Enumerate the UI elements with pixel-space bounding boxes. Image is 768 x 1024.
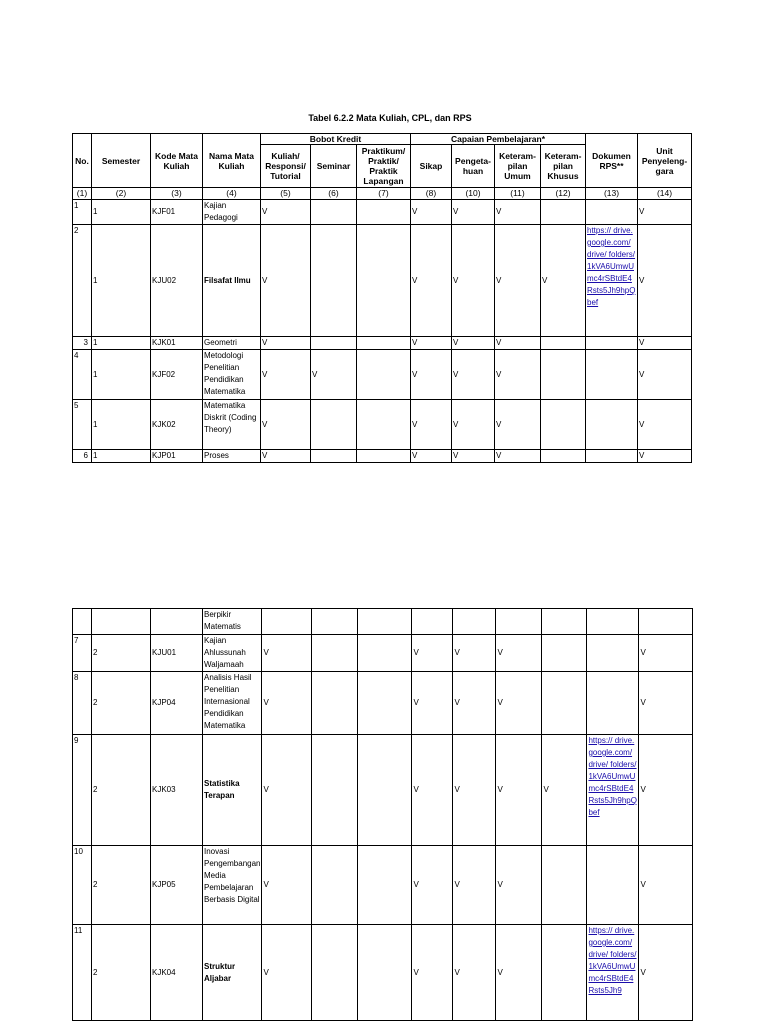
row-rps [587,846,639,925]
table-title: Tabel 6.2.2 Mata Kuliah, CPL, dan RPS [308,113,472,123]
col-number: (14) [638,188,692,200]
row-unit: V [639,635,693,672]
row-pengetahuan: V [452,200,495,225]
row-rps [587,672,639,735]
row-semester: 2 [92,846,151,925]
table-row [73,350,692,400]
row-unit: V [639,672,693,735]
table-row [73,925,693,1021]
row-pengetahuan: V [452,400,495,450]
row-semester: 1 [92,200,151,225]
row-ket-umum: V [495,350,541,400]
row-praktikum [357,200,411,225]
row-semester: 1 [92,350,151,400]
row-semester: 1 [92,225,151,337]
row-pengetahuan: V [453,846,496,925]
row-semester: 2 [92,735,151,846]
courses-table [72,133,692,463]
row-ket-umum [496,609,542,635]
row-rps [587,609,639,635]
row-rps [587,635,639,672]
row-nama: Kajian Pedagogi [203,200,261,225]
row-nama: Statistika Terapan [203,735,262,846]
row-sikap: V [411,350,452,400]
courses-table-continued [72,608,693,1021]
row-no: 11 [73,925,92,1021]
row-praktikum [357,337,411,350]
row-ket-khusus [542,672,587,735]
row-semester [92,609,151,635]
row-nama: Struktur Aljabar [203,925,262,1021]
row-pengetahuan: V [453,735,496,846]
rps-link[interactable]: https:// drive.google.com/ drive/ folders/ 1kVA6UmwUmc4rSBtdE4Rsts5Jh9 [588,926,637,995]
table-row [73,225,692,337]
row-no: 6 [73,450,92,463]
row-unit: V [639,735,693,846]
row-rps [586,400,638,450]
row-sikap [412,609,453,635]
row-pengetahuan: V [453,635,496,672]
header-dokumen: Dokumen RPS** [586,134,638,188]
col-number: (10) [452,188,495,200]
row-seminar [312,609,358,635]
header-nama: Nama Mata Kuliah [203,134,261,188]
table-row [73,846,693,925]
row-ket-khusus [542,635,587,672]
row-sikap: V [412,846,453,925]
row-nama: Analisis Hasil Penelitian Internasional Pendidikan Matematika [203,672,262,735]
row-kuliah: V [262,672,312,735]
row-pengetahuan: V [452,225,495,337]
row-sikap: V [412,735,453,846]
row-praktikum [358,846,412,925]
col-number: (7) [357,188,411,200]
row-kode: KJP01 [151,450,203,463]
row-kode: KJP04 [151,672,203,735]
row-ket-umum: V [495,225,541,337]
table-row [73,609,693,635]
row-kode: KJP05 [151,846,203,925]
row-nama: Metodologi Penelitian Pendidikan Matematika [203,350,261,400]
rps-link[interactable]: https:// drive.google.com/ drive/ folders/ 1kVA6UmwUmc4rSBtdE4Rsts5Jh9hpQbef [587,226,636,307]
col-number: (8) [411,188,452,200]
row-kode: KJU02 [151,225,203,337]
header-capaian: Capaian Pembelajaran* [411,134,586,145]
row-semester: 2 [92,925,151,1021]
table-row [73,450,692,463]
table-row [73,635,693,672]
row-pengetahuan: V [452,450,495,463]
row-ket-umum: V [495,200,541,225]
row-kode: KJK04 [151,925,203,1021]
row-pengetahuan: V [453,925,496,1021]
row-praktikum [358,609,412,635]
header-bobot: Bobot Kredit [261,134,411,145]
row-kuliah: V [262,635,312,672]
row-nama: Matematika Diskrit (Coding Theory) [203,400,261,450]
row-kuliah: V [261,400,311,450]
row-ket-umum: V [495,450,541,463]
row-sikap: V [411,400,452,450]
header-praktikum: Praktikum/ Praktik/ Praktik Lapangan [357,145,411,188]
row-no [73,609,92,635]
row-sikap: V [411,450,452,463]
row-semester: 1 [92,450,151,463]
row-unit: V [638,350,692,400]
col-number: (2) [92,188,151,200]
row-seminar [312,925,358,1021]
col-number: (4) [203,188,261,200]
row-ket-khusus: V [541,225,586,337]
row-sikap: V [411,200,452,225]
col-number: (1) [73,188,92,200]
row-rps[interactable] [586,225,638,337]
row-rps[interactable] [587,925,639,1021]
row-unit: V [638,337,692,350]
header-pengetahuan: Pengeta-huan [452,145,495,188]
row-nama: Proses [203,450,261,463]
col-number: (12) [541,188,586,200]
row-unit: V [638,225,692,337]
row-kuliah: V [262,846,312,925]
row-semester: 1 [92,400,151,450]
header-no: No. [73,134,92,188]
header-semester: Semester [92,134,151,188]
row-pengetahuan [453,609,496,635]
table-row [73,200,692,225]
rps-link[interactable]: https:// drive.google.com/ drive/ folders/ 1kVA6UmwUmc4rSBtdE4Rsts5Jh9hpQbef [588,736,637,817]
row-unit: V [639,846,693,925]
row-seminar [312,735,358,846]
header-ket-umum: Keteram-pilan Umum [495,145,541,188]
row-praktikum [358,672,412,735]
row-seminar [312,635,358,672]
row-kode: KJF02 [151,350,203,400]
table-row [73,735,693,846]
row-no: 8 [73,672,92,735]
row-seminar [311,200,357,225]
row-nama: Filsafat Ilmu [203,225,261,337]
row-no: 3 [73,337,92,350]
row-kode: KJK02 [151,400,203,450]
row-ket-khusus [542,609,587,635]
table-row [73,400,692,450]
row-unit: V [638,200,692,225]
row-nama: Inovasi Pengembangan Media Pembelajaran Berbasis Digital [203,846,262,925]
row-pengetahuan: V [452,350,495,400]
row-praktikum [357,450,411,463]
row-semester: 2 [92,635,151,672]
table-row [73,337,692,350]
row-kuliah: V [262,925,312,1021]
row-kuliah: V [262,735,312,846]
col-number: (6) [311,188,357,200]
row-ket-umum: V [496,672,542,735]
row-ket-khusus [541,400,586,450]
row-nama: Berpikir Matematis [203,609,262,635]
header-sikap: Sikap [411,145,452,188]
row-rps [586,450,638,463]
row-kode: KJF01 [151,200,203,225]
row-unit [639,609,693,635]
row-ket-khusus [541,350,586,400]
row-praktikum [358,925,412,1021]
row-sikap: V [412,925,453,1021]
row-rps[interactable] [587,735,639,846]
row-rps [586,200,638,225]
row-unit: V [638,400,692,450]
row-seminar [311,400,357,450]
row-ket-khusus [541,337,586,350]
row-no: 5 [73,400,92,450]
row-kuliah [262,609,312,635]
row-ket-umum: V [496,925,542,1021]
row-no: 2 [73,225,92,337]
row-sikap: V [412,672,453,735]
row-kode: KJK01 [151,337,203,350]
column-number-row [73,188,692,200]
row-ket-umum: V [496,846,542,925]
row-kuliah: V [261,200,311,225]
row-kuliah: V [261,225,311,337]
row-ket-khusus [541,450,586,463]
row-ket-khusus [542,925,587,1021]
row-ket-umum: V [495,337,541,350]
row-praktikum [357,400,411,450]
row-nama: Kajian Ahlussunah Waljamaah [203,635,262,672]
col-number: (11) [495,188,541,200]
table-row [73,672,693,735]
row-seminar [311,337,357,350]
row-ket-umum: V [496,635,542,672]
row-kode: KJU01 [151,635,203,672]
header-unit: Unit Penyeleng-gara [638,134,692,188]
row-seminar [311,450,357,463]
row-kuliah: V [261,350,311,400]
row-ket-khusus [541,200,586,225]
header-seminar: Seminar [311,145,357,188]
row-ket-umum: V [496,735,542,846]
row-semester: 2 [92,672,151,735]
row-unit: V [639,925,693,1021]
header-ket-khusus: Keteram-pilan Khusus [541,145,586,188]
row-seminar [311,225,357,337]
row-no: 7 [73,635,92,672]
col-number: (13) [586,188,638,200]
row-kode: KJK03 [151,735,203,846]
header-kode: Kode Mata Kuliah [151,134,203,188]
row-praktikum [357,225,411,337]
row-sikap: V [411,225,452,337]
row-rps [586,350,638,400]
row-pengetahuan: V [452,337,495,350]
row-nama: Geometri [203,337,261,350]
row-no: 4 [73,350,92,400]
row-rps [586,337,638,350]
row-seminar: V [311,350,357,400]
header-kuliah: Kuliah/ Responsi/ Tutorial [261,145,311,188]
row-no: 9 [73,735,92,846]
row-sikap: V [412,635,453,672]
row-no: 1 [73,200,92,225]
row-semester: 1 [92,337,151,350]
row-kode [151,609,203,635]
col-number: (5) [261,188,311,200]
row-ket-khusus: V [542,735,587,846]
row-kuliah: V [261,450,311,463]
row-kuliah: V [261,337,311,350]
row-seminar [312,672,358,735]
row-praktikum [358,735,412,846]
row-praktikum [358,635,412,672]
row-sikap: V [411,337,452,350]
col-number: (3) [151,188,203,200]
row-ket-khusus [542,846,587,925]
row-ket-umum: V [495,400,541,450]
row-seminar [312,846,358,925]
row-pengetahuan: V [453,672,496,735]
row-praktikum [357,350,411,400]
row-unit: V [638,450,692,463]
row-no: 10 [73,846,92,925]
